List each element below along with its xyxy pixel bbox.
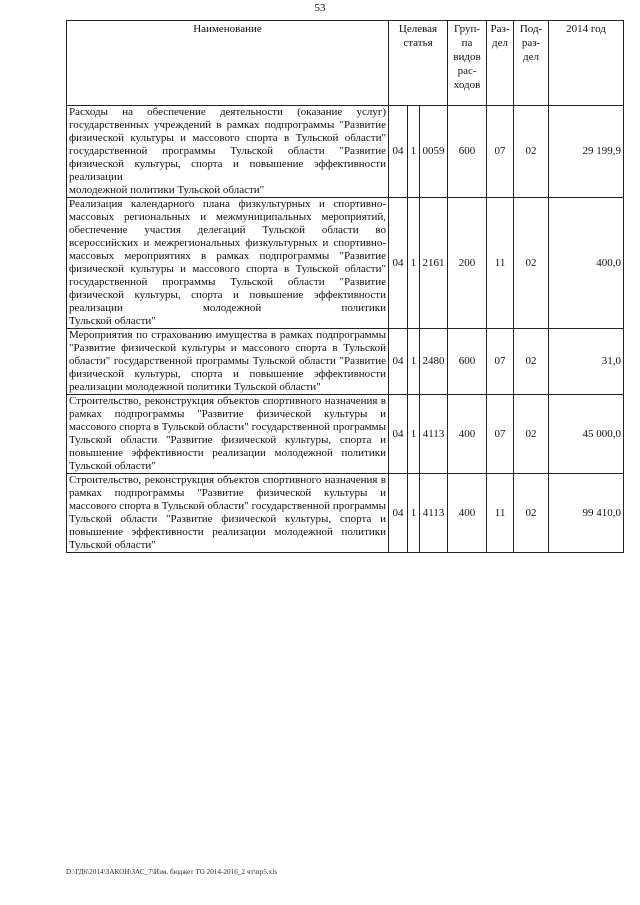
target-code-part-2: 1 bbox=[408, 329, 420, 395]
subsection-cell: 02 bbox=[514, 198, 549, 329]
section-cell: 07 bbox=[487, 395, 514, 474]
header-target-item: Целевая статья bbox=[389, 21, 448, 106]
table-row bbox=[67, 474, 624, 553]
section-cell: 11 bbox=[487, 198, 514, 329]
description-text: Реализация календарного плана физкультурных и спортивно-массовых региональных и межмуниципальных мероприятий, обеспечение участия делегаций Тульской области во всероссийских и межрегиональных физкультурных и спортивно-массовых мероприятиях в рамках подпрограммы "Развитие физической культуры и массового спорта в Тульской области" государственной программы Тульской области "Развитие физической культуры, спорта и повышение эффективности реализации молодежной политики bbox=[69, 198, 386, 314]
target-code-part-2: 1 bbox=[408, 106, 420, 198]
expense-group-cell: 400 bbox=[448, 395, 487, 474]
table-row bbox=[67, 198, 624, 329]
subsection-cell: 02 bbox=[514, 106, 549, 198]
description-text: Строительство, реконструкция объектов спортивного назначения в рамках подпрограммы "Развитие физической культуры и массового спорта в Тульской области" государственной программы Тульской области "Развитие физической культуры, спорта и повышение эффективности реализации молодежной политики bbox=[69, 395, 386, 459]
header-section: Раз- дел bbox=[487, 21, 514, 106]
target-code-part-1: 04 bbox=[389, 329, 408, 395]
header-year: 2014 год bbox=[549, 21, 624, 106]
description-end: Тульской области" bbox=[69, 539, 156, 551]
target-code-part-1: 04 bbox=[389, 106, 408, 198]
target-code-part-3: 0059 bbox=[420, 106, 448, 198]
target-code-part-2: 1 bbox=[408, 395, 420, 474]
expense-group-cell: 400 bbox=[448, 474, 487, 553]
target-code-part-2: 1 bbox=[408, 198, 420, 329]
header-row bbox=[67, 21, 624, 106]
target-code-part-1: 04 bbox=[389, 198, 408, 329]
description-end: реализации молодежной политики Тульской области" bbox=[69, 381, 321, 393]
subsection-cell: 02 bbox=[514, 474, 549, 553]
table-row bbox=[67, 329, 624, 395]
page-number: 53 bbox=[314, 2, 326, 14]
budget-table bbox=[66, 20, 624, 553]
table-row bbox=[67, 395, 624, 474]
amount-cell: 45 000,0 bbox=[549, 395, 624, 474]
row-description bbox=[67, 395, 389, 474]
target-code-part-2: 1 bbox=[408, 474, 420, 553]
row-description bbox=[67, 474, 389, 553]
subsection-cell: 02 bbox=[514, 329, 549, 395]
row-description bbox=[67, 198, 389, 329]
target-code-part-3: 2161 bbox=[420, 198, 448, 329]
amount-cell: 99 410,0 bbox=[549, 474, 624, 553]
amount-cell: 31,0 bbox=[549, 329, 624, 395]
description-text: Мероприятия по страхованию имущества в рамках подпрограммы "Развитие физической культуры и массового спорта в Тульской области" государственной программы Тульской области "Развитие физической культуры, спорта и повышение эффективности bbox=[69, 329, 386, 380]
target-code-part-3: 2480 bbox=[420, 329, 448, 395]
subsection-cell: 02 bbox=[514, 395, 549, 474]
target-code-part-1: 04 bbox=[389, 395, 408, 474]
description-end: Тульской области" bbox=[69, 315, 156, 327]
header-expense-group: Груп- па видов рас- ходов bbox=[448, 21, 487, 106]
expense-group-cell: 600 bbox=[448, 329, 487, 395]
table-row bbox=[67, 106, 624, 198]
section-cell: 07 bbox=[487, 329, 514, 395]
target-code-part-1: 04 bbox=[389, 474, 408, 553]
description-end: молодежной политики Тульской области" bbox=[69, 184, 265, 196]
description-end: Тульской области" bbox=[69, 460, 156, 472]
target-code-part-3: 4113 bbox=[420, 474, 448, 553]
row-description bbox=[67, 329, 389, 395]
header-subsection: Под- раз- дел bbox=[514, 21, 549, 106]
expense-group-cell: 600 bbox=[448, 106, 487, 198]
section-cell: 11 bbox=[487, 474, 514, 553]
description-text: Строительство, реконструкция объектов спортивного назначения в рамках подпрограммы "Развитие физической культуры и массового спорта в Тульской области" государственной программы Тульской области "Развитие физической культуры, спорта и повышение эффективности реализации молодежной политики bbox=[69, 474, 386, 538]
section-cell: 07 bbox=[487, 106, 514, 198]
amount-cell: 29 199,9 bbox=[549, 106, 624, 198]
footer-file-path: D:\ГД6\2014\ЗАКОН\ЗАС_7\Изм. бюджет ТО 2014-2016_2 чт\пр5.xls bbox=[66, 868, 278, 876]
target-code-part-3: 4113 bbox=[420, 395, 448, 474]
expense-group-cell: 200 bbox=[448, 198, 487, 329]
header-name: Наименование bbox=[67, 21, 389, 106]
amount-cell: 400,0 bbox=[549, 198, 624, 329]
row-description bbox=[67, 106, 389, 198]
description-text: Расходы на обеспечение деятельности (оказание услуг) государственных учреждений в рамках подпрограммы "Развитие физической культуры и массового спорта в Тульской области" государственной программы Тульской области "Развитие физической культуры, спорта и повышение эффективности реализации bbox=[69, 106, 386, 183]
